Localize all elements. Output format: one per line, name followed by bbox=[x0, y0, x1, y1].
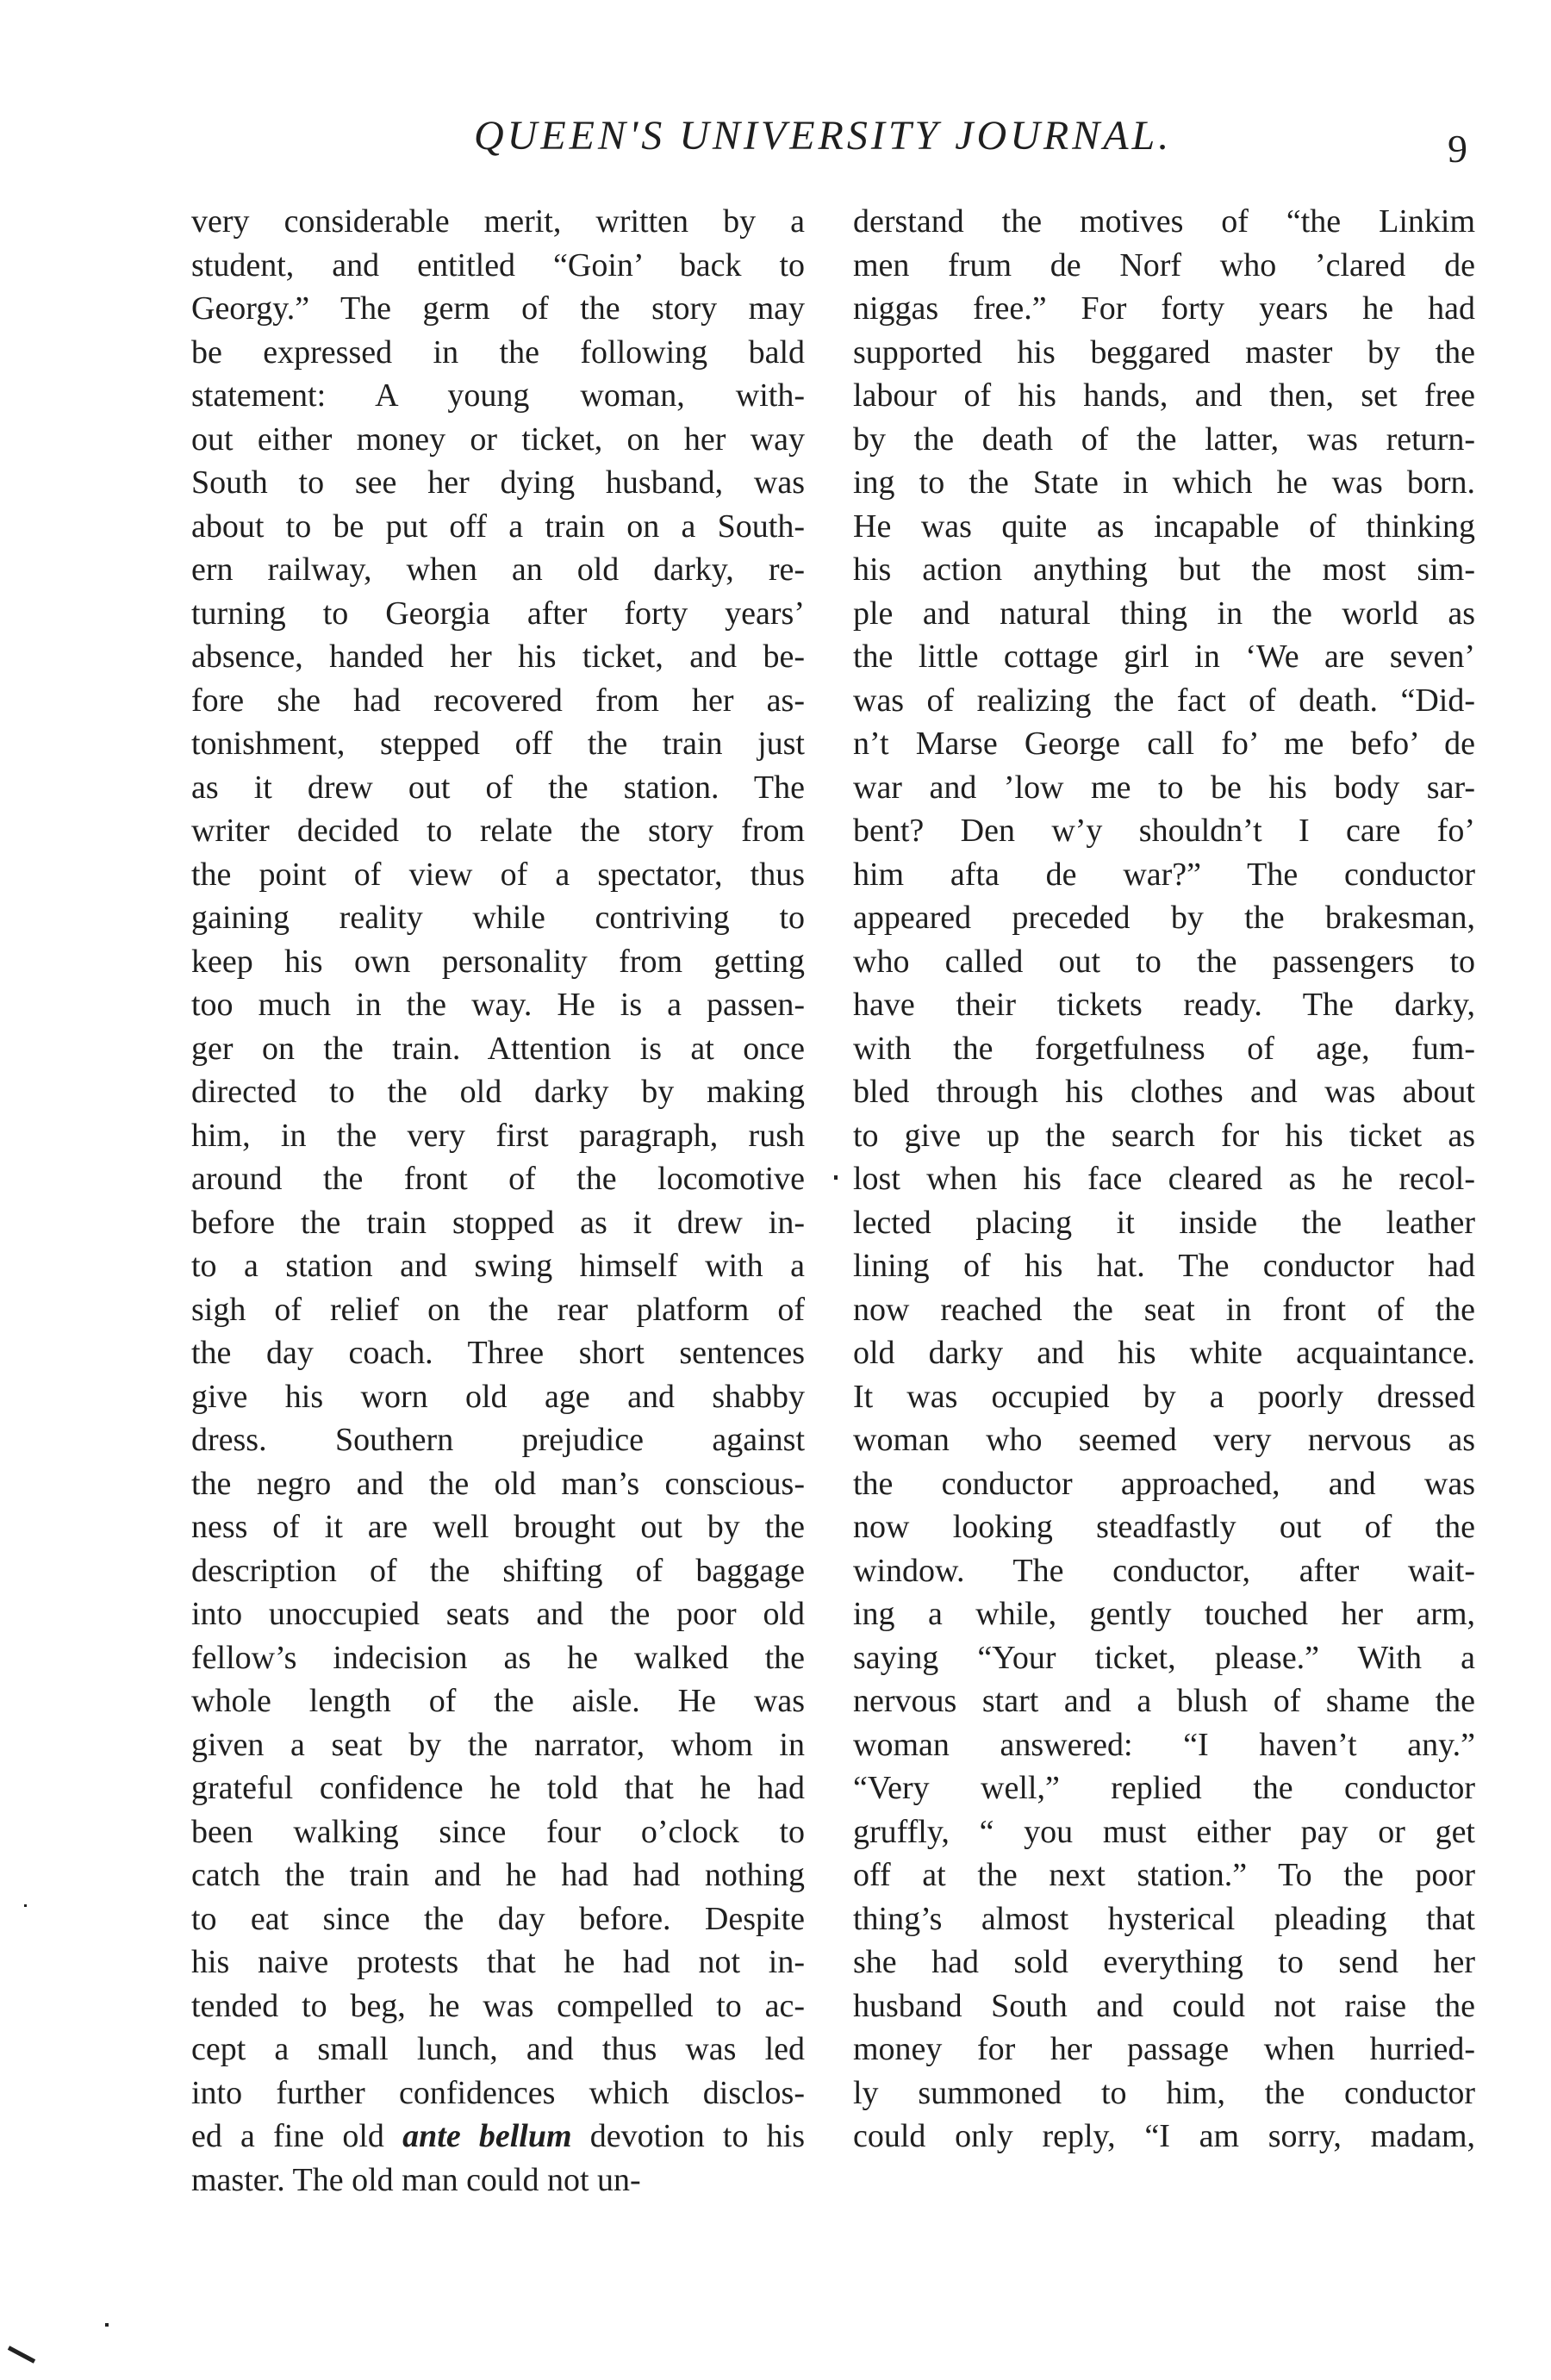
text-line: give his worn old age and shabby bbox=[191, 1378, 805, 1415]
text-line: catch the train and he had had nothing bbox=[191, 1857, 805, 1893]
text-line: could only reply, “I am sorry, madam, bbox=[853, 2118, 1475, 2154]
right-column bbox=[853, 200, 1475, 2159]
text-line: It was occupied by a poorly dressed bbox=[853, 1378, 1475, 1415]
text-line: to a station and swing himself with a bbox=[191, 1248, 805, 1284]
text-line: to give up the search for his ticket as bbox=[853, 1117, 1475, 1154]
text-line: tended to beg, he was compelled to ac- bbox=[191, 1987, 805, 2024]
text-line: war and ’low me to be his body sar- bbox=[853, 769, 1475, 806]
scan-speck bbox=[24, 1904, 27, 1907]
text-line: directed to the old darky by making bbox=[191, 1074, 805, 1110]
text-line: by the death of the latter, was return- bbox=[853, 421, 1475, 458]
text-line: South to see her dying husband, was bbox=[191, 464, 805, 501]
text-line: sigh of relief on the rear platform of bbox=[191, 1291, 805, 1328]
text-line: him, in the very first paragraph, rush bbox=[191, 1117, 805, 1154]
scan-speck bbox=[105, 2323, 109, 2327]
text-line: ing a while, gently touched her arm, bbox=[853, 1596, 1475, 1632]
text-line: turning to Georgia after forty years’ bbox=[191, 595, 805, 632]
text-line: his naive protests that he had not in- bbox=[191, 1944, 805, 1980]
left-column bbox=[191, 200, 805, 2202]
text-line: into further confidences which disclos- bbox=[191, 2074, 805, 2111]
text-line: the little cottage girl in ‘We are seven’ bbox=[853, 639, 1475, 675]
text-line: the conductor approached, and was bbox=[853, 1465, 1475, 1502]
text-line: master. The old man could not un- bbox=[191, 2161, 641, 2198]
text-line: student, and entitled “Goin’ back to bbox=[191, 246, 805, 283]
text-line: old darky and his white acquaintance. bbox=[853, 1335, 1475, 1371]
text-line: ing to the State in which he was born. bbox=[853, 464, 1475, 501]
text-line: before the train stopped as it drew in- bbox=[191, 1204, 805, 1241]
text-line: men frum de Norf who ’clared de bbox=[853, 246, 1475, 283]
text-line: ern railway, when an old darky, re- bbox=[191, 551, 805, 588]
text-line: now reached the seat in front of the bbox=[853, 1291, 1475, 1328]
text-line: He was quite as incapable of thinking bbox=[853, 508, 1475, 545]
text-line: who called out to the passengers to bbox=[853, 943, 1475, 980]
text-line: lost when his face cleared as he recol- bbox=[853, 1161, 1475, 1197]
text-line: fellow’s indecision as he walked the bbox=[191, 1639, 805, 1676]
text-line: off at the next station.” To the poor bbox=[853, 1857, 1475, 1893]
text-line: grateful confidence he told that he had bbox=[191, 1770, 805, 1806]
text-line: she had sold everything to send her bbox=[853, 1944, 1475, 1980]
text-line: lining of his hat. The conductor had bbox=[853, 1248, 1475, 1284]
page-number: 9 bbox=[1448, 127, 1467, 171]
running-head bbox=[0, 112, 1551, 181]
text-line bbox=[191, 2115, 805, 2159]
text-line: lected placing it inside the leather bbox=[853, 1204, 1475, 1241]
text-line: with the forgetfulness of age, fum- bbox=[853, 1030, 1475, 1067]
text-line: the day coach. Three short sentences bbox=[191, 1335, 805, 1371]
text-line: description of the shifting of baggage bbox=[191, 1552, 805, 1589]
text-line: niggas free.” For forty years he had bbox=[853, 290, 1475, 327]
scan-speck bbox=[8, 2346, 35, 2363]
text-line: woman who seemed very nervous as bbox=[853, 1422, 1475, 1458]
text-line: keep his own personality from getting bbox=[191, 943, 805, 980]
text-line: cept a small lunch, and thus was led bbox=[191, 2031, 805, 2067]
text-line: about to be put off a train on a South- bbox=[191, 508, 805, 545]
text-line: labour of his hands, and then, set free bbox=[853, 377, 1475, 414]
text-line: n’t Marse George call fo’ me befo’ de bbox=[853, 726, 1475, 762]
italic-phrase: ante bellum bbox=[402, 2118, 572, 2154]
text-line: supported his beggared master by the bbox=[853, 333, 1475, 371]
text-line: dress. Southern prejudice against bbox=[191, 1422, 805, 1458]
text-line: was of realizing the fact of death. “Did- bbox=[853, 682, 1475, 719]
text-line: statement: A young woman, with- bbox=[191, 377, 805, 414]
text-line: absence, handed her his ticket, and be- bbox=[191, 639, 805, 675]
text-line: very considerable merit, written by a bbox=[191, 203, 805, 240]
scan-speck bbox=[834, 1175, 838, 1180]
text-line: him afta de war?” The conductor bbox=[853, 856, 1475, 893]
text-line: given a seat by the narrator, whom in bbox=[191, 1726, 805, 1763]
text-line: the point of view of a spectator, thus bbox=[191, 856, 805, 893]
text-line: his action anything but the most sim- bbox=[853, 551, 1475, 588]
text-line: too much in the way. He is a passen- bbox=[191, 987, 805, 1023]
text-line: been walking since four o’clock to bbox=[191, 1813, 805, 1850]
text-line: money for her passage when hurried- bbox=[853, 2031, 1475, 2067]
text-line: ger on the train. Attention is at once bbox=[191, 1030, 805, 1067]
text-line: the negro and the old man’s conscious- bbox=[191, 1465, 805, 1502]
text-fragment: ed a fine old bbox=[191, 2118, 403, 2154]
text-line: around the front of the locomotive bbox=[191, 1161, 805, 1197]
text-line: “Very well,” replied the conductor bbox=[853, 1770, 1475, 1806]
text-line: to eat since the day before. Despite bbox=[191, 1900, 805, 1937]
text-line: ple and natural thing in the world as bbox=[853, 595, 1475, 632]
text-line: tonishment, stepped off the train just bbox=[191, 726, 805, 762]
text-line: have their tickets ready. The darky, bbox=[853, 987, 1475, 1023]
text-line: appeared preceded by the brakesman, bbox=[853, 900, 1475, 936]
text-line: woman answered: “I haven’t any.” bbox=[853, 1726, 1475, 1763]
journal-title: QUEEN'S UNIVERSITY JOURNAL. bbox=[474, 113, 1173, 159]
text-line: derstand the motives of “the Linkim bbox=[853, 203, 1475, 240]
text-line: fore she had recovered from her as- bbox=[191, 682, 805, 719]
text-line: window. The conductor, after wait- bbox=[853, 1552, 1475, 1589]
text-line: now looking steadfastly out of the bbox=[853, 1509, 1475, 1545]
text-line: gruffly, “ you must either pay or get bbox=[853, 1813, 1475, 1850]
text-line: writer decided to relate the story from bbox=[191, 813, 805, 849]
text-line: be expressed in the following bald bbox=[191, 333, 805, 371]
text-line: ly summoned to him, the conductor bbox=[853, 2074, 1475, 2111]
text-line: gaining reality while contriving to bbox=[191, 900, 805, 936]
text-line: whole length of the aisle. He was bbox=[191, 1683, 805, 1719]
text-line: Georgy.” The germ of the story may bbox=[191, 290, 805, 327]
text-line: out either money or ticket, on her way bbox=[191, 421, 805, 458]
text-line: ness of it are well brought out by the bbox=[191, 1509, 805, 1545]
text-line: bled through his clothes and was about bbox=[853, 1074, 1475, 1110]
text-line: thing’s almost hysterical pleading that bbox=[853, 1900, 1475, 1937]
text-line: nervous start and a blush of shame the bbox=[853, 1683, 1475, 1719]
text-line: into unoccupied seats and the poor old bbox=[191, 1596, 805, 1632]
text-line: as it drew out of the station. The bbox=[191, 769, 805, 806]
text-line: husband South and could not raise the bbox=[853, 1987, 1475, 2024]
text-fragment: devotion to his bbox=[571, 2118, 805, 2154]
text-line: saying “Your ticket, please.” With a bbox=[853, 1639, 1475, 1676]
text-line: bent? Den w’y shouldn’t I care fo’ bbox=[853, 813, 1475, 849]
